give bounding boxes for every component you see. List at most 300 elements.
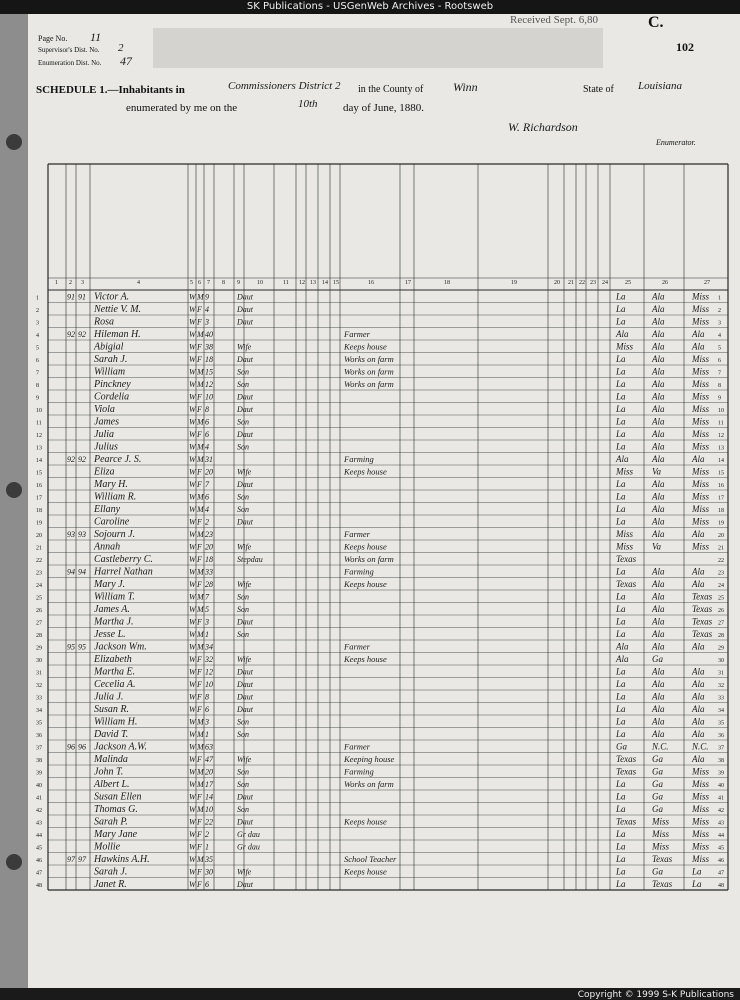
column-number: 15 [333, 280, 339, 286]
row-person-name: Mollie [94, 841, 121, 853]
column-number: 12 [299, 280, 305, 286]
row-person-name: Harrel Nathan [94, 566, 153, 578]
row-sex: F [197, 555, 202, 564]
row-dwelling-number: 92 [67, 330, 75, 339]
row-color: W [189, 455, 196, 464]
row-person-name: James [94, 416, 119, 428]
row-relationship: Wife [237, 342, 252, 352]
row-line-number-right: 41 [718, 795, 724, 802]
row-birthplace: La [616, 666, 626, 677]
row-sex: F [197, 580, 202, 589]
row-relationship: Daut [237, 792, 253, 802]
row-person-name: Julia J. [94, 691, 124, 703]
row-birthplace: La [616, 566, 626, 577]
row-father-birthplace: Miss [652, 841, 670, 852]
row-color: W [189, 492, 196, 502]
row-sex: F [197, 755, 202, 764]
row-family-number: 96 [78, 742, 86, 752]
column-number: 19 [511, 280, 517, 286]
row-relationship: Wife [237, 467, 252, 477]
row-mother-birthplace: La [692, 866, 702, 877]
row-age: 20 [205, 767, 213, 777]
row-father-birthplace: Ala [652, 641, 665, 652]
row-relationship: Daut [237, 617, 253, 627]
row-line-number-right: 34 [718, 708, 724, 714]
row-sex: M [197, 455, 204, 464]
row-age: 6 [205, 492, 209, 502]
row-occupation: Keeping house [344, 754, 395, 764]
row-dwelling-number: 95 [67, 642, 75, 652]
row-color: W [189, 355, 196, 364]
row-color: W [189, 530, 196, 539]
row-color: W [189, 880, 196, 889]
row-relationship: Daut [237, 480, 253, 489]
row-dwelling-number: 97 [67, 855, 75, 864]
row-father-birthplace: Va [652, 466, 661, 477]
row-birthplace: La [616, 491, 626, 502]
row-father-birthplace: Ala [652, 391, 665, 402]
row-line-number-right: 24 [718, 583, 724, 589]
row-age: 6 [205, 430, 209, 439]
row-color: W [189, 417, 196, 427]
row-color: W [189, 592, 196, 602]
row-relationship: Son [237, 505, 249, 514]
row-birthplace: Ga [616, 741, 627, 752]
row-color: W [189, 292, 196, 302]
row-relationship: Son [237, 767, 249, 777]
column-number: 9 [237, 280, 240, 286]
row-mother-birthplace: Ala [692, 579, 705, 589]
row-mother-birthplace: Miss [692, 766, 710, 777]
row-relationship: Son [237, 442, 249, 452]
row-color: W [189, 692, 196, 702]
row-line-number-right: 6 [718, 358, 721, 364]
row-birthplace: La [616, 616, 626, 627]
row-occupation: Works on farm [344, 379, 394, 389]
row-line-number: 41 [36, 795, 42, 802]
row-father-birthplace: Ala [652, 366, 665, 377]
row-color: W [189, 480, 196, 489]
row-father-birthplace: Ala [652, 579, 665, 589]
row-birthplace: La [616, 429, 626, 439]
row-occupation: Farmer [344, 741, 370, 752]
row-line-number: 39 [36, 770, 42, 777]
row-occupation: Keeps house [344, 816, 387, 827]
row-dwelling-number: 92 [67, 455, 75, 464]
row-relationship: Daut [237, 355, 253, 364]
row-person-name: Cordelia [94, 391, 130, 403]
row-line-number: 28 [36, 633, 42, 639]
row-father-birthplace: Ala [652, 516, 665, 527]
row-family-number: 93 [78, 530, 86, 539]
row-relationship: Wife [237, 867, 252, 877]
row-mother-birthplace: Texas [692, 591, 713, 602]
census-page [28, 14, 740, 1000]
row-line-number: 5 [36, 345, 39, 352]
row-line-number: 45 [36, 845, 42, 852]
row-line-number: 13 [36, 445, 42, 452]
row-person-name: Julia [94, 429, 114, 440]
row-person-name: Castleberry C. [94, 554, 153, 565]
row-line-number: 9 [36, 395, 39, 402]
row-father-birthplace: Ala [652, 604, 665, 614]
row-person-name: Cecelia A. [94, 679, 136, 690]
row-age: 12 [205, 380, 213, 389]
row-relationship: Wife [237, 755, 252, 764]
row-line-number-right: 46 [718, 858, 724, 864]
row-line-number: 16 [36, 483, 42, 489]
column-number: 14 [322, 280, 328, 286]
row-line-number: 36 [36, 733, 42, 739]
row-relationship: Gr dau [237, 830, 260, 839]
row-sex: F [197, 342, 202, 352]
row-father-birthplace: Ala [652, 379, 665, 389]
row-color: W [189, 567, 196, 577]
row-sex: M [197, 330, 204, 339]
row-father-birthplace: Ala [652, 716, 665, 727]
row-line-number-right: 23 [718, 570, 724, 577]
row-father-birthplace: Va [652, 541, 661, 552]
row-line-number-right: 44 [718, 833, 724, 839]
row-mother-birthplace: Ala [692, 529, 705, 539]
row-birthplace: La [616, 691, 626, 702]
page-no-label: Page No. [38, 34, 68, 43]
row-relationship: Son [237, 592, 249, 602]
footer-bar [0, 988, 740, 1000]
row-person-name: William H. [94, 716, 138, 728]
row-occupation: Farmer [344, 329, 370, 339]
row-line-number-right: 39 [718, 770, 724, 777]
row-line-number-right: 13 [718, 445, 724, 452]
row-color: W [189, 642, 196, 652]
column-number: 8 [222, 280, 225, 286]
row-mother-birthplace: Ala [692, 716, 705, 727]
row-color: W [189, 655, 196, 664]
row-line-number: 3 [36, 320, 39, 327]
row-age: 12 [205, 667, 213, 677]
row-line-number-right: 9 [718, 395, 721, 402]
row-person-name: Pinckney [94, 379, 131, 390]
row-sex: F [197, 692, 202, 702]
day-value: 10th [298, 98, 318, 110]
row-occupation: Works on farm [344, 366, 394, 377]
row-birthplace: La [616, 779, 626, 789]
row-relationship: Wife [237, 655, 252, 664]
row-line-number: 32 [36, 683, 42, 689]
row-mother-birthplace: Miss [692, 466, 710, 477]
row-father-birthplace: Ala [652, 704, 665, 714]
row-birthplace: La [616, 441, 626, 452]
row-line-number-right: 38 [718, 758, 724, 764]
row-color: W [189, 705, 196, 714]
column-number: 27 [704, 280, 710, 286]
row-relationship: Son [237, 417, 249, 427]
row-mother-birthplace: Miss [692, 404, 710, 414]
enumeration-value: 47 [120, 54, 132, 68]
row-sex: F [197, 317, 202, 327]
row-relationship: Son [237, 380, 249, 389]
row-line-number-right: 35 [718, 720, 724, 727]
row-sex: F [197, 792, 202, 802]
row-person-name: Susan Ellen [94, 791, 142, 803]
row-sex: M [197, 292, 204, 302]
column-number: 24 [602, 280, 608, 286]
row-person-name: Victor A. [94, 291, 130, 303]
row-relationship: Daut [237, 667, 253, 677]
row-color: W [189, 855, 196, 864]
row-line-number: 31 [36, 670, 42, 677]
row-birthplace: La [616, 704, 626, 714]
row-birthplace: La [616, 679, 626, 689]
row-color: W [189, 617, 196, 627]
schedule-title: SCHEDULE 1.—Inhabitants in [36, 84, 185, 96]
row-line-number-right: 25 [718, 595, 724, 602]
row-occupation: Keeps house [344, 654, 387, 664]
row-line-number: 20 [36, 533, 42, 539]
row-line-number: 35 [36, 720, 42, 727]
row-person-name: Eliza [94, 466, 115, 478]
row-birthplace: La [616, 504, 626, 514]
row-color: W [189, 830, 196, 839]
row-line-number-right: 29 [718, 645, 724, 652]
row-age: 32 [205, 655, 213, 664]
column-number: 23 [590, 280, 596, 286]
row-person-name: Sarah J. [94, 866, 128, 878]
row-age: 6 [205, 417, 209, 427]
row-line-number: 37 [36, 745, 42, 752]
row-birthplace: Ala [616, 641, 629, 652]
row-line-number: 19 [36, 520, 42, 527]
row-father-birthplace: Ala [652, 566, 665, 577]
row-line-number-right: 17 [718, 495, 724, 502]
row-person-name: Ellany [94, 504, 121, 515]
row-color: W [189, 605, 196, 614]
row-father-birthplace: Ala [652, 504, 665, 514]
row-color: W [189, 780, 196, 789]
column-number: 11 [283, 280, 289, 286]
row-line-number-right: 12 [718, 433, 724, 439]
row-sex: F [197, 405, 202, 414]
row-person-name: Annah [94, 541, 121, 553]
row-age: 9 [205, 292, 209, 302]
column-number: 25 [625, 280, 631, 286]
row-line-number: 8 [36, 383, 39, 389]
row-person-name: Hawkins A.H. [94, 854, 150, 865]
row-sex: F [197, 705, 202, 714]
row-person-name: Janet R. [94, 879, 127, 890]
row-age: 34 [205, 642, 213, 652]
row-birthplace: La [616, 591, 626, 602]
stamp-number: 102 [676, 40, 694, 54]
row-line-number: 34 [36, 708, 42, 714]
row-relationship: Son [237, 492, 249, 502]
row-mother-birthplace: Texas [692, 604, 713, 614]
row-color: W [189, 755, 196, 764]
row-line-number-right: 1 [718, 295, 721, 302]
row-age: 20 [205, 542, 213, 552]
row-mother-birthplace: Miss [692, 829, 710, 839]
punch-hole-icon [6, 482, 22, 498]
row-person-name: Abigial [94, 341, 124, 353]
row-sex: F [197, 392, 202, 402]
row-age: 35 [205, 855, 213, 864]
row-mother-birthplace: Ala [692, 341, 705, 352]
row-line-number: 38 [36, 758, 42, 764]
row-mother-birthplace: Ala [692, 641, 705, 652]
column-number: 13 [310, 280, 316, 286]
row-relationship: Daut [237, 392, 253, 402]
row-age: 4 [205, 505, 209, 514]
row-line-number-right: 19 [718, 520, 724, 527]
row-person-name: Thomas G. [94, 804, 138, 815]
row-birthplace: La [616, 379, 626, 389]
row-line-number: 12 [36, 433, 42, 439]
row-birthplace: Ala [616, 654, 629, 664]
row-line-number-right: 2 [718, 308, 721, 314]
row-person-name: Hileman H. [94, 329, 141, 340]
row-occupation: Works on farm [344, 354, 394, 364]
column-number: 6 [198, 280, 201, 286]
row-birthplace: Texas [616, 554, 637, 564]
row-birthplace: La [616, 416, 626, 427]
row-person-name: Sojourn J. [94, 529, 136, 540]
row-mother-birthplace: Miss [692, 354, 710, 364]
month-year: day of June, 1880. [343, 102, 424, 114]
copyright-text: Copyright © 1999 S-K Publications [577, 990, 734, 1000]
row-sex: M [197, 717, 204, 727]
row-line-number-right: 16 [718, 483, 724, 489]
row-birthplace: La [616, 729, 626, 739]
county-value: Winn [453, 80, 478, 94]
row-color: W [189, 367, 196, 377]
row-age: 31 [205, 455, 213, 464]
row-father-birthplace: Ala [652, 354, 665, 364]
row-sex: M [197, 367, 204, 377]
row-sex: M [197, 805, 204, 814]
row-line-number-right: 31 [718, 670, 724, 677]
row-color: W [189, 392, 196, 402]
row-relationship: Daut [237, 405, 253, 414]
row-line-number: 29 [36, 645, 42, 652]
row-age: 63 [205, 742, 213, 752]
row-color: W [189, 717, 196, 727]
row-sex: M [197, 492, 204, 502]
row-age: 10 [205, 805, 213, 814]
enumerator-label: Enumerator. [656, 138, 696, 147]
row-father-birthplace: Texas [652, 854, 673, 864]
row-line-number-right: 33 [718, 695, 724, 702]
row-line-number: 30 [36, 658, 42, 664]
row-line-number-right: 47 [718, 870, 724, 877]
row-age: 3 [205, 617, 209, 627]
row-occupation: Works on farm [344, 554, 394, 564]
row-occupation: Keeps house [344, 341, 387, 352]
row-line-number-right: 32 [718, 683, 724, 689]
row-line-number: 42 [36, 808, 42, 814]
row-mother-birthplace: Miss [692, 416, 710, 427]
row-person-name: Jackson Wm. [94, 641, 147, 653]
row-color: W [189, 580, 196, 589]
row-sex: F [197, 517, 202, 527]
row-mother-birthplace: Miss [692, 516, 710, 527]
column-number: 4 [137, 280, 140, 286]
row-sex: M [197, 855, 204, 864]
row-line-number: 15 [36, 470, 42, 477]
row-line-number: 25 [36, 595, 42, 602]
enumerator-signature: W. Richardson [508, 120, 578, 134]
row-mother-birthplace: Miss [692, 504, 710, 514]
row-mother-birthplace: Ala [692, 454, 705, 464]
row-relationship: Daut [237, 692, 253, 702]
punch-hole-icon [6, 854, 22, 870]
row-line-number: 7 [36, 370, 39, 377]
row-line-number: 46 [36, 858, 42, 864]
row-line-number-right: 36 [718, 733, 724, 739]
punch-hole-icon [6, 134, 22, 150]
row-color: W [189, 842, 196, 852]
row-color: W [189, 542, 196, 552]
row-birthplace: La [616, 629, 626, 639]
row-sex: M [197, 442, 204, 452]
row-father-birthplace: Ala [652, 491, 665, 502]
row-person-name: Martha E. [94, 666, 136, 678]
row-birthplace: Ala [616, 454, 629, 464]
row-sex: F [197, 817, 202, 827]
row-line-number: 33 [36, 695, 42, 702]
row-mother-birthplace: Miss [692, 541, 710, 552]
row-age: 5 [205, 605, 209, 614]
row-relationship: Gr dau [237, 842, 260, 852]
row-father-birthplace: Ala [652, 404, 665, 414]
row-mother-birthplace: N.C. [692, 741, 709, 752]
row-occupation: Farmer [344, 641, 370, 652]
row-line-number: 17 [36, 495, 42, 502]
row-sex: M [197, 767, 204, 777]
row-relationship: Wife [237, 580, 252, 589]
row-line-number: 22 [36, 558, 42, 564]
row-relationship: Son [237, 605, 249, 614]
row-age: 10 [205, 680, 213, 689]
row-sex: F [197, 880, 202, 889]
row-person-name: Julius [94, 441, 118, 453]
row-age: 1 [205, 730, 209, 739]
row-relationship: Daut [237, 517, 253, 527]
row-sex: M [197, 605, 204, 614]
row-person-name: Sarah P. [94, 816, 128, 828]
row-father-birthplace: Ala [652, 691, 665, 702]
row-birthplace: La [616, 841, 626, 852]
row-father-birthplace: Ga [652, 804, 663, 814]
row-sex: F [197, 830, 202, 839]
row-age: 4 [205, 442, 209, 452]
row-age: 2 [205, 517, 209, 527]
row-relationship: Daut [237, 880, 253, 889]
supervisor-value: 2 [118, 42, 124, 54]
row-relationship: Stepdau [237, 555, 263, 564]
row-color: W [189, 330, 196, 339]
row-mother-birthplace: Miss [692, 366, 710, 377]
row-sex: F [197, 842, 202, 852]
row-relationship: Daut [237, 680, 253, 689]
row-line-number: 11 [36, 420, 42, 427]
row-person-name: Malinda [94, 754, 128, 765]
row-person-name: James A. [94, 604, 130, 615]
row-dwelling-number: 93 [67, 530, 75, 539]
row-sex: M [197, 505, 204, 514]
row-line-number-right: 21 [718, 545, 724, 552]
row-birthplace: La [616, 316, 626, 327]
row-birthplace: La [616, 716, 626, 727]
